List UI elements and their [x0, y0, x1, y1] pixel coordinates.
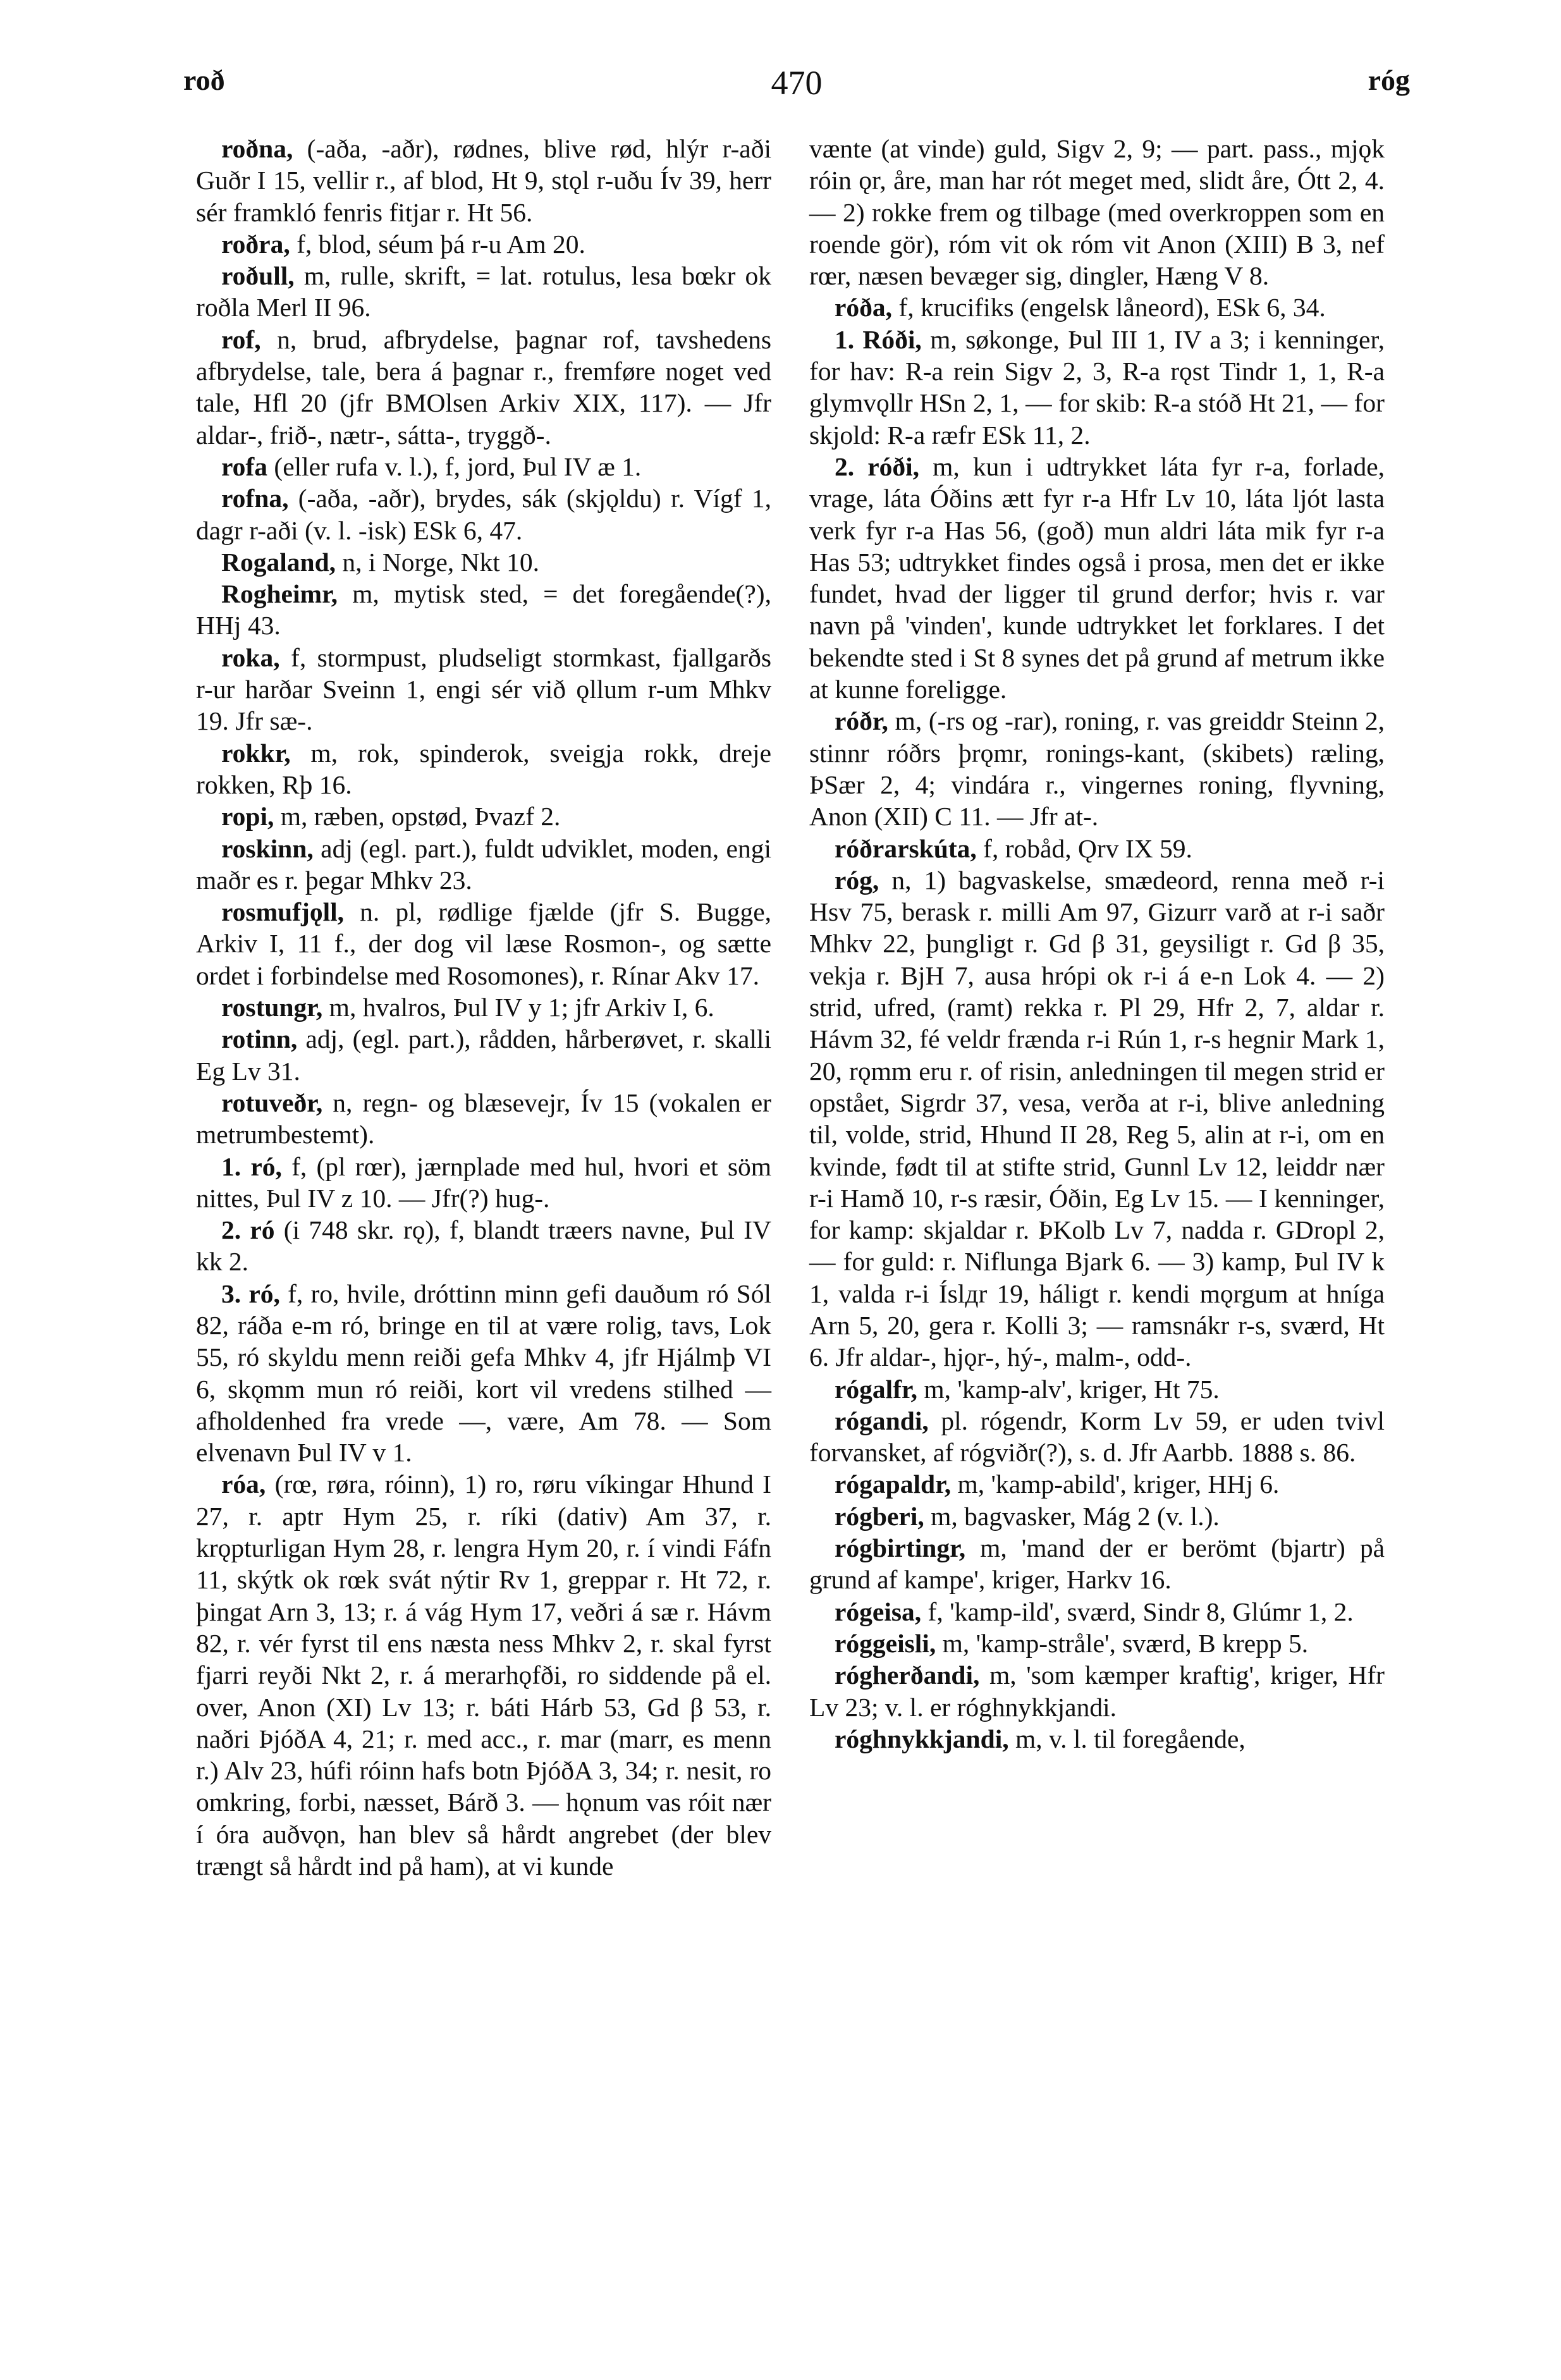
left-column — [196, 133, 771, 1882]
entry-text: n, brud, afbrydelse, þagnar rof, tavshedens afbrydelse, tale, bera á þagnar r., fremføre noget ved tale, Hfl 20 (jfr BMOlsen Arkiv XIX, 117). — Jfr aldar-, frið-, nætr-, sátta-, tryggð-. — [196, 324, 771, 450]
dictionary-entry — [196, 546, 771, 578]
entry-text: f, robåd, Ǫrv IX 59. — [976, 833, 1192, 863]
entry-text: m, 'som kæmper kraftig', kriger, Hfr Lv 23; v. l. er róghnykkjandi. — [809, 1660, 1385, 1722]
entry-text: m, 'kamp-abild', kriger, HHj 6. — [951, 1469, 1280, 1499]
entry-headword: Rogheimr, — [221, 579, 338, 609]
entry-headword: róghnykkjandi, — [835, 1724, 1009, 1753]
dictionary-entry — [809, 324, 1385, 451]
entry-text: m, mytisk sted, = det foregående(?), HHj 43. — [196, 579, 771, 641]
entry-text: m, hvalros, Þul IV y 1; jfr Arkiv I, 6. — [322, 993, 714, 1022]
dictionary-entry — [196, 578, 771, 642]
entry-headword: 1. Róði, — [835, 324, 922, 354]
entry-headword: rof, — [221, 324, 261, 354]
entry-headword: rotuveðr, — [221, 1088, 323, 1117]
entry-headword: róg, — [835, 865, 879, 895]
entry-text: m, rulle, skrift, = lat. rotulus, lesa bœkr ok roðla Merl II 96. — [196, 261, 771, 322]
entry-text: f, blod, séum þá r-u Am 20. — [290, 229, 585, 259]
dictionary-entry — [809, 1468, 1385, 1500]
running-head-left: roð — [183, 64, 225, 96]
entry-text: f, ro, hvile, dróttinn minn gefi dauðum ró Sól 82, ráða e-m ró, bringe en til at være rolig, tavs, Lok 55, ró skyldu menn reiði gefa Mhkv 4, jfr Hjálmþ VI 6, skǫmm mun ró reiði, kort vil vredens stilhed — afholdenhed fra vrede —, være, Am 78. — Som elvenavn Þul IV v 1. — [196, 1279, 771, 1468]
entry-headword: rógapaldr, — [835, 1469, 952, 1499]
entry-text: m, v. l. til foregående, — [1008, 1724, 1246, 1753]
entry-headword: 2. ró — [221, 1215, 275, 1245]
dictionary-entry — [196, 482, 771, 546]
entry-headword: rotinn, — [221, 1024, 298, 1054]
entry-text: vænte (at vinde) guld, Sigv 2, 9; — part. pass., mjǫk róin ǫr, åre, man har rót meget med, slidt åre, Ótt 2, 4. — 2) rokke frem og tilbage (med overkroppen som en roende gör), róm vit ok róm vit Anon (XIII) B 3, nef rœr, næsen bevæger sig, dingler, Hæng V 8. — [809, 134, 1385, 291]
entry-text: adj (egl. part.), fuldt udviklet, moden, engi maðr es r. þegar Mhkv 23. — [196, 833, 771, 895]
dictionary-entry — [809, 133, 1385, 291]
dictionary-entry — [809, 833, 1385, 864]
entry-headword: roðull, — [221, 261, 295, 291]
entry-headword: rógandi, — [835, 1406, 929, 1435]
entry-headword: róggeisli, — [835, 1628, 936, 1658]
entry-headword: rógeisa, — [835, 1597, 922, 1626]
entry-text: (-aða, -aðr), rødnes, blive rød, hlýr r-aði Guðr I 15, vellir r., af blod, Ht 9, stǫl r-uðu Ív 39, herr sér framkló fenris fitjar r. Ht 56. — [196, 134, 771, 227]
entry-text: m, kun i udtrykket láta fyr r-a, forlade, vrage, láta Óðins ætt fyr r-a Hfr Lv 10, láta ljót lasta verk fyr r-a Has 56, (goð) mun aldri láta mik fyr r-a Has 53; udtrykket findes også i prosa, men det er ikke fundet, hvad der ligger til grund derfor; hvis r. var navn på 'vinden', kunde udtrykket let forklares. I det bekendte sted i St 8 synes det på grund af metrum ikke at kunne foreligge. — [809, 451, 1385, 704]
dictionary-entry — [809, 1659, 1385, 1723]
entry-text: n, i Norge, Nkt 10. — [336, 547, 540, 577]
entry-headword: rógbirtingr, — [835, 1533, 966, 1563]
entry-headword: roðna, — [221, 134, 293, 163]
entry-headword: róða, — [835, 293, 893, 322]
entry-headword: rostungr, — [221, 993, 323, 1022]
dictionary-entry — [809, 1500, 1385, 1532]
entry-text: n, regn- og blæsevejr, Ív 15 (vokalen er metrumbestemt). — [196, 1088, 771, 1150]
dictionary-entry — [196, 800, 771, 832]
entry-headword: roðra, — [221, 229, 290, 259]
entry-text: pl. rógendr, Korm Lv 59, er uden tvivl forvansket, af rógviðr(?), s. d. Jfr Aarbb. 1888 s. 86. — [809, 1406, 1385, 1468]
dictionary-entry — [809, 864, 1385, 1373]
running-head-right: róg — [1368, 64, 1410, 96]
dictionary-entry — [809, 1373, 1385, 1405]
entry-text: adj, (egl. part.), rådden, hårberøvet, r. skalli Eg Lv 31. — [196, 1024, 771, 1086]
dictionary-entry — [809, 1628, 1385, 1659]
dictionary-entry — [196, 833, 771, 897]
entry-text: m, ræben, opstød, Þvazf 2. — [274, 802, 561, 831]
entry-text: f, (pl rœr), jærnplade med hul, hvori et söm nittes, Þul IV z 10. — Jfr(?) hug-. — [196, 1151, 771, 1213]
dictionary-entry — [196, 1023, 771, 1087]
entry-headword: róa, — [221, 1469, 266, 1499]
entry-text: m, 'kamp-alv', kriger, Ht 75. — [917, 1374, 1220, 1404]
page-number: 470 — [771, 64, 823, 102]
entry-text: f, krucifiks (engelsk låneord), ESk 6, 34. — [892, 293, 1326, 322]
entry-headword: Rogaland, — [221, 547, 336, 577]
dictionary-entry — [196, 1278, 771, 1469]
entry-text: m, (-rs og -rar), roning, r. vas greiddr Steinn 2, stinnr róðrs þrǫmr, ronings-kant, (skibets) ræling, ÞSær 2, 4; vindára r., vingernes roning, flyvning, Anon (XII) C 11. — Jfr at-. — [809, 706, 1385, 831]
dictionary-entry — [809, 1723, 1385, 1755]
entry-headword: róðr, — [835, 706, 888, 736]
entry-text: m, rok, spinderok, sveigja rokk, dreje rokken, Rþ 16. — [196, 738, 771, 799]
dictionary-entry — [196, 896, 771, 991]
dictionary-entry — [196, 991, 771, 1023]
dictionary-entry — [196, 133, 771, 228]
entry-headword: rógherðandi, — [835, 1660, 980, 1690]
entry-text: m, 'kamp-stråle', sværd, B krepp 5. — [936, 1628, 1309, 1658]
entry-headword: 1. ró, — [221, 1151, 282, 1181]
dictionary-entry — [809, 1532, 1385, 1596]
dictionary-entry — [196, 1151, 771, 1215]
entry-text: (eller rufa v. l.), f, jord, Þul IV æ 1. — [267, 451, 642, 481]
dictionary-entry — [196, 324, 771, 451]
entry-headword: rosmufjǫll, — [221, 897, 345, 927]
entry-text: m, bagvasker, Mág 2 (v. l.). — [924, 1501, 1220, 1531]
dictionary-entry — [809, 451, 1385, 705]
entry-text: (i 748 skr. rǫ), f, blandt træers navne, Þul IV kk 2. — [196, 1215, 771, 1277]
entry-text: (rœ, røra, róinn), 1) ro, røru víkingar Hhund I 27, r. aptr Hym 25, r. ríki (dativ) Am 37, r. krǫpturligan Hym 28, r. lengra Hym 20, r. í vindi Fáfn 11, skýtk ok rœk svát nýtir Rv 1, greppar r. Ht 72, r. þingat Arn 3, 13; r. á vág Hym 17, veðri á sæ r. Hávm 82, r. vér fyrst til ens næsta ness Mhkv 2, r. skal fyrst fjarri reyði Nkt 2, r. á merarhǫfði, ro siddende på el. over, Anon (XI) Lv 13; r. báti Hárb 53, Gd β 53, r. naðri ÞjóðA 4, 21; r. med acc., r. mar (marr, es menn r.) Alv 23, húfi róinn hafs botn ÞjóðA 3, 34; r. nesit, ro omkring, forbi, næsset, Bárð 3. — hǫnum vas róit nær í óra auðvǫn, han blev så hårdt angrebet (der blev trængt så hårdt ind på ham), at vi kunde — [196, 1469, 771, 1881]
entry-headword: roskinn, — [221, 833, 314, 863]
dictionary-entry — [809, 1405, 1385, 1469]
entry-headword: rofna, — [221, 484, 289, 513]
entry-headword: rokkr, — [221, 738, 291, 768]
dictionary-entry — [809, 1596, 1385, 1628]
right-column — [809, 133, 1385, 1755]
dictionary-entry — [809, 291, 1385, 323]
dictionary-entry — [196, 260, 771, 324]
dictionary-entry — [196, 1087, 771, 1151]
dictionary-entry — [809, 705, 1385, 832]
dictionary-entry — [196, 451, 771, 482]
page-header — [183, 63, 1410, 114]
entry-text: (-aða, -aðr), brydes, sák (skjǫldu) r. Vígf 1, dagr r-aði (v. l. -isk) ESk 6, 47. — [196, 484, 771, 545]
entry-text: f, 'kamp-ild', sværd, Sindr 8, Glúmr 1, 2. — [921, 1597, 1354, 1626]
entry-text: m, 'mand der er berömt (bjartr) på grund af kampe', kriger, Harkv 16. — [809, 1533, 1385, 1595]
entry-headword: 2. róði, — [835, 451, 920, 481]
dictionary-entry — [196, 1468, 771, 1882]
entry-text: f, stormpust, pludseligt stormkast, fjallgarðs r-ur harðar Sveinn 1, engi sér við ǫllum r-um Mhkv 19. Jfr sæ-. — [196, 642, 771, 736]
dictionary-entry — [196, 1214, 771, 1278]
entry-text: n, 1) bagvaskelse, smædeord, renna með r-i Hsv 75, berask r. milli Am 97, Gizurr varð at r-i saðr Mhkv 22, þungligt r. Gd β 31, geysiligt r. Gd β 35, vekja r. BjH 7, ausa hrópi ok r-i á e-n Lok 4. — 2) strid, ufred, (ramt) rekka r. Pl 29, Hfr 2, 7, aldar r. Hávm 32, fé veldr frænda r-i Rún 1, r-s hegnir Mark 1, 20, rǫmm eru r. of risin, anledningen til megen strid er opstået, Sigrdr 37, vesa, verða at r-i, blive anledning til, volde, strid, Hhund II 28, Reg 5, alin at r-i, om en kvinde, født til at stifte strid, Gunnl Lv 12, leiddr nær r-i Hamð 10, r-s ræsir, Óðin, Eg Lv 15. — I kenninger, for kamp: skjaldar r. ÞKolb Lv 7, nadda r. GDropl 2, — for guld: r. Niflunga Bjark 6. — 3) kamp, Þul IV k 1, valda r-i Íslдr 19, háligt r. kendi mǫrgum at hníga Arn 5, 20, gera r. Kolli 3; — ramsnákr r-s, sværd, Ht 6. Jfr aldar-, hjǫr-, hý-, malm-, odd-. — [809, 865, 1385, 1372]
dictionary-entry — [196, 642, 771, 737]
entry-headword: roka, — [221, 642, 280, 672]
entry-headword: róðrarskúta, — [835, 833, 977, 863]
entry-headword: rofa — [221, 451, 267, 481]
entry-text: m, søkonge, Þul III 1, IV a 3; i kenninger, for hav: R-a rein Sigv 2, 3, R-a rǫst Tindr 1, 1, R-a glymvǫllr HSn 2, 1, — for skib: R-a stóð Ht 21, — for skjold: R-a ræfr ESk 11, 2. — [809, 324, 1385, 450]
entry-headword: ropi, — [221, 802, 274, 831]
dictionary-entry — [196, 228, 771, 260]
entry-headword: rógalfr, — [835, 1374, 918, 1404]
dictionary-entry — [196, 737, 771, 801]
entry-text: n. pl, rødlige fjælde (jfr S. Bugge, Arkiv I, 11 f., der dog vil læse Rosmon-, og sætte ordet i forbindelse med Rosomones), r. Rínar Akv 17. — [196, 897, 771, 990]
entry-headword: 3. ró, — [221, 1279, 280, 1308]
entry-headword: rógberi, — [835, 1501, 924, 1531]
